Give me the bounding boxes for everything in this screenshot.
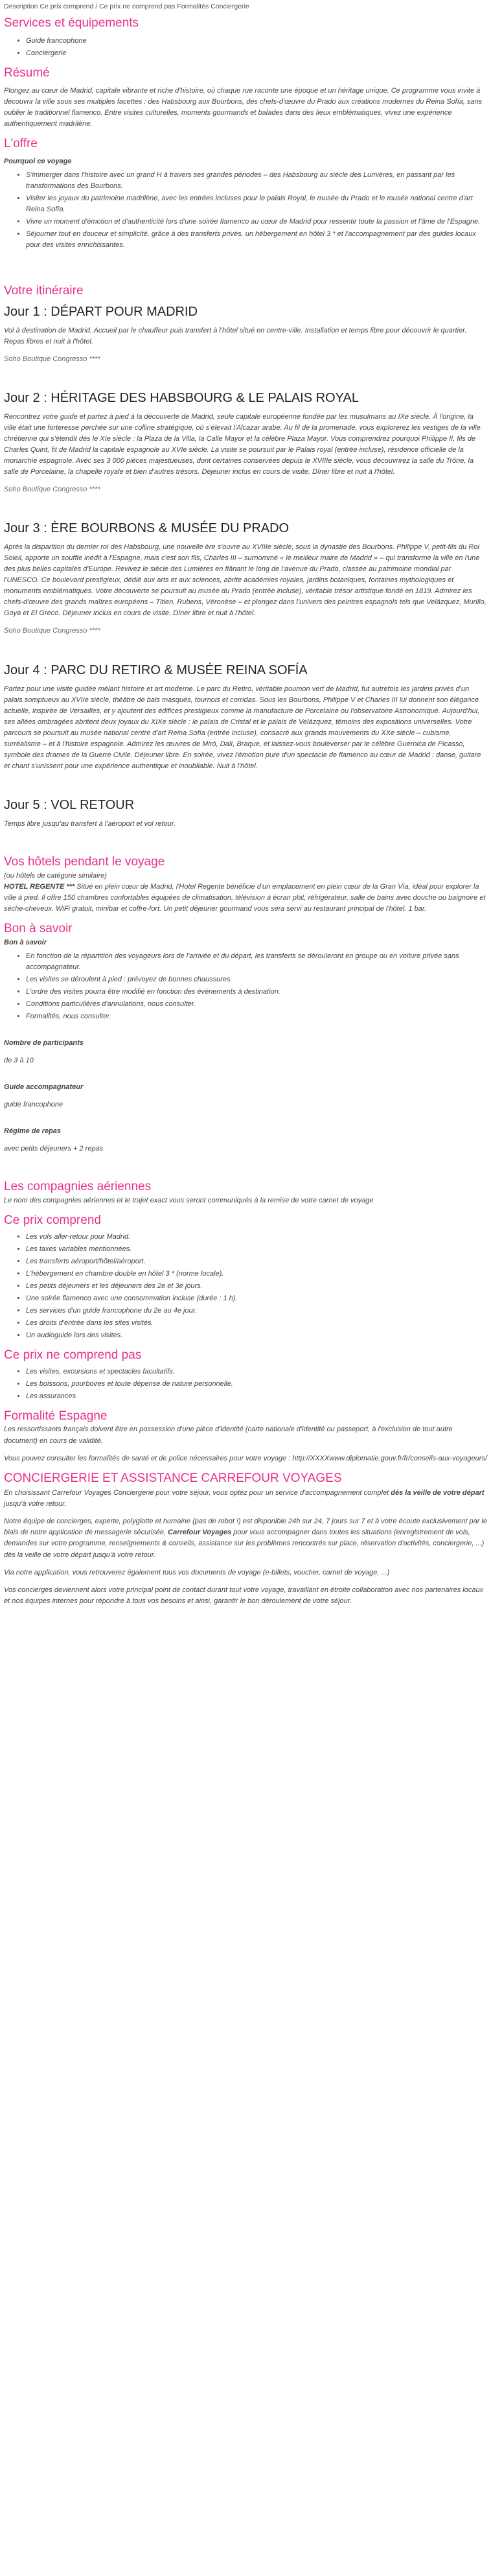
compagnies-title: Les compagnies aériennes (4, 1180, 152, 1194)
compagnies-section (4, 1179, 487, 1206)
list-item: • Un audioguide lors des visites. (26, 1330, 487, 1341)
list-item: • Conciergerie (26, 48, 487, 59)
conciergerie-text-part: Notre équipe de concierges, experte, polyglotte et humaine (pas de robot !) est disponible 24h sur 24, 7 jours sur 7 et à votre écoute exclusivement par le biais de notre application de messagerie sécurisée, (4, 1517, 487, 1537)
day-title: Jour 5 : VOL RETOUR (4, 797, 135, 812)
resume-text: Plongez au cœur de Madrid, capitale vibrante et riche d'histoire, où chaque rue raconte une époque et un héritage unique. Ce programme vous invite à découvrir la ville sous ses multiples facettes : des Habsbourg aux Bourbons, des chefs-d'œuvre du Prado aux créations modernes du Reina Sofía, sans oublier le traditionnel flamenco. Entre visites culturelles, moments gourmands et balades dans des lieux emblématiques, vivez une expérience authentiquement madrilène. (4, 86, 483, 128)
day-hotel: Soho Boutique Congresso **** (4, 355, 100, 363)
conciergerie-text-4: Vos concierges deviennent alors votre principal point de contact durant tout votre voyage, travaillant en étroite collaboration avec nos partenaires locaux et nos équipes internes pour répondre à tous vos besoins et ainsi, garantir le bon déroulement de votre séjour. (4, 1586, 484, 1605)
list-item: • L'ordre des visites pourra être modifié en fonction des événements à destination. (26, 987, 487, 998)
list-item: • Séjourner tout en douceur et simplicité, grâce à des transferts privés, un hébergement en hôtel 3 * et l'accompagnement par des guides locaux pour des visites enrichissantes. (26, 229, 487, 251)
offre-title: L'offre (4, 136, 38, 150)
conciergerie-text-bold: dès la veille de votre départ (391, 1489, 485, 1497)
conciergerie-section (4, 1471, 487, 1607)
list-item: • Les vols aller-retour pour Madrid. (26, 1232, 487, 1243)
conciergerie-text-bold: Carrefour Voyages (168, 1528, 232, 1537)
breadcrumb: Description Ce prix comprend / Ce prix ne comprend pas Formalités Conciergerie (4, 3, 249, 10)
offre-subtitle: Pourquoi ce voyage (4, 157, 72, 165)
list-item: • Une soirée flamenco avec une consommation incluse (durée : 1 h). (26, 1293, 487, 1304)
offre-list (4, 170, 487, 251)
list-item: • Les droits d'entrée dans les sites visités. (26, 1318, 487, 1329)
guide-value: guide francophone (4, 1100, 63, 1108)
formalite-section (4, 1409, 487, 1464)
ne-comprend-section (4, 1348, 487, 1402)
comprend-title: Ce prix comprend (4, 1213, 101, 1227)
compagnies-text: Le nom des compagnies aériennes et le trajet exact vous seront communiqués à la remise de votre carnet de voyage (4, 1196, 374, 1204)
itineraire-section (4, 283, 487, 830)
hotels-section (4, 854, 487, 915)
list-item: • Conditions particulières d'annulations, nous consulter. (26, 999, 487, 1010)
conciergerie-title: CONCIERGERIE ET ASSISTANCE CARREFOUR VOYAGES (4, 1471, 342, 1485)
list-item: • Formalités, nous consulter. (26, 1011, 487, 1022)
participants-label: Nombre de participants (4, 1038, 84, 1047)
list-item: • Les taxes variables mentionnées. (26, 1244, 487, 1255)
conciergerie-text-1 (4, 1488, 487, 1510)
ne-comprend-title: Ce prix ne comprend pas (4, 1348, 142, 1362)
day-2 (4, 390, 487, 495)
list-item: • Les boissons, pourboires et toute dépense de nature personnelle. (26, 1379, 487, 1390)
list-item: • S'immerger dans l'histoire avec un grand H à travers ses grandes périodes – des Habsbourg au siècle des Lumières, en passant par les transformations des Bourbons. (26, 170, 487, 192)
day-3 (4, 520, 487, 637)
services-title: Services et équipements (4, 16, 139, 30)
day-text: Après la disparition du dernier roi des Habsbourg, une nouvelle ère s'ouvre au XVIIIe siècle, sous la dynastie des Bourbons. Philippe V, petit-fils du Roi Soleil, apporte un souffle inédit à l'Espagne, mais c'est son fils, Charles III – surnommé « le meilleur maire de Madrid » – qui transforme la ville en l'une des plus belles capitales d'Europe. Revivez le siècle des Lumières en flânant le long de l'avenue du Prado, classée au patrimoine mondial par l'UNESCO. Ce boulevard prestigieux, dédié aux arts et aux sciences, abrite académies royales, jardins botaniques, fontaines mythologiques et monuments emblématiques. Votre découverte se poursuit au musée du Prado (entrée incluse), véritable trésor artistique fondé en 1819. Admirez les chefs-d'œuvre des grands maîtres européens – Titien, Rubens, Véronèse – et plongez dans l'univers des peintres espagnols tels que Velázquez, Murillo, Goya et El Greco. Déjeuner inclus en cours de visite. Dîner libre et nuit à l'hôtel. (4, 543, 486, 618)
day-hotel: Soho Boutique Congresso **** (4, 486, 100, 494)
day-title: Jour 1 : DÉPART POUR MADRID (4, 304, 198, 319)
itineraire-title: Votre itinéraire (4, 283, 84, 298)
bon-a-savoir-subtitle: Bon à savoir (4, 938, 47, 946)
hotels-note: (ou hôtels de catégorie similaire) (4, 871, 107, 880)
repas-value: avec petits déjeuners + 2 repas (4, 1145, 104, 1153)
bon-a-savoir-title: Bon à savoir (4, 921, 73, 935)
resume-section (4, 65, 487, 130)
list-item: • Les visites se déroulent à pied : prévoyez de bonnes chaussures. (26, 974, 487, 985)
day-title: Jour 3 : ÈRE BOURBONS & MUSÉE DU PRADO (4, 521, 290, 536)
day-hotel: Soho Boutique Congresso **** (4, 627, 100, 635)
services-section (4, 16, 487, 59)
ne-comprend-list (4, 1366, 487, 1402)
hotels-title: Vos hôtels pendant le voyage (4, 854, 165, 869)
day-5 (4, 797, 487, 830)
day-text: Vol à destination de Madrid. Accueil par le chauffeur puis transfert à l'hôtel situé en centre-ville. Installation et temps libre pour découvrir le quartier. Repas libres et nuit à l'hôtel. (4, 326, 467, 345)
list-item: • Vivre un moment d'émotion et d'authenticité lors d'une soirée flamenco au cœur de Madrid pour ressentir toute la passion et l'âme de l'Espagne. (26, 217, 487, 228)
hotel-name: HOTEL REGENTE *** (4, 882, 75, 891)
day-text: Rencontrez votre guide et partez à pied à la découverte de Madrid, seule capitale européenne fondée par les musulmans au IXe siècle. À l'origine, la ville était une forteresse perchée sur une colline stratégique, où s'élevait l'Alcazar arabe. Au fil de la promenade, vous explorerez les vestiges de la ville chrétienne qui s'étendit dès le XIe siècle : la Plaza de la Villa, la Calle Mayor et la célèbre Plaza Mayor. Vous comprendrez pourquoi Philippe II, fils de Charles Quint, fit de Madrid la capitale espagnole au XVIe siècle. La visite se poursuit par le Palais royal (entrée incluse), résidence officielle de la monarchie espagnole. Avec ses 3 000 pièces majestueuses, dont certaines conservées depuis le XVIIIe siècle, vous découvrirez la salle du Trône, la salle de Porcelaine, la chapelle royale et bien d'autres trésors. Déjeuner inclus en cours de visite. Dîner libre et nuit à l'hôtel. (4, 412, 481, 476)
list-item: • Les services d'un guide francophone du 2e au 4e jour. (26, 1306, 487, 1317)
list-item: • Guide francophone (26, 36, 487, 47)
hotel-description (4, 882, 487, 915)
day-4 (4, 662, 487, 772)
conciergerie-text-part: jusqu'à votre retour. (4, 1500, 67, 1508)
list-item: • En fonction de la répartition des voyageurs lors de l'arrivée et du départ, les transferts se dérouleront en groupe ou en voiture privée sans accompagnateur. (26, 951, 487, 973)
day-title: Jour 4 : PARC DU RETIRO & MUSÉE REINA SOFÍA (4, 662, 308, 677)
list-item: • Les visites, excursions et spectacles facultatifs. (26, 1366, 487, 1377)
day-text: Partez pour une visite guidée mêlant histoire et art moderne. Le parc du Retiro, véritable poumon vert de Madrid, fut autrefois les jardins privés d'un palais somptueux au XVIIe siècle, théâtre de bals masqués, tournois et corridas. Sous les Bourbons, Philippe V et Charles III lui donnent son élégance actuelle, inspirée de Versailles, et y ajoutent des édifices prestigieux comme la manufacture de Porcelaine ou l'observatoire Astronomique. Aujourd'hui, ses allées ombragées abritent deux joyaux du XIXe siècle : le palais de Cristal et le palais de Velázquez, témoins des expositions universelles. Votre parcours se poursuit au musée national centre d'art Reina Sofía (entrée incluse), consacré aux grands mouvements du XXe siècle – cubisme, surréalisme – et à l'histoire espagnole. Admirez les œuvres de Miró, Dalí, Braque, et laissez-vous bouleverser par le célèbre Guernica de Picasso, symbole des drames de la Guerre Civile. Déjeuner libre. En soirée, vivez l'émotion pure d'un spectacle de flamenco au cœur de Madrid : danse, guitare et chant s'unissent pour une expérience authentique et inoubliable. Nuit à l'hôtel. (4, 685, 481, 770)
formalite-text-2: Vous pouvez consulter les formalités de santé et de police nécessaires pour votre voyage : http://XXXXwww.diplomatie.gouv.fr/fr/conseils-aux-voyageurs/ (4, 1454, 487, 1462)
comprend-list (4, 1232, 487, 1341)
list-item: • Les transferts aéroport/hôtel/aéroport. (26, 1256, 487, 1267)
formalite-title: Formalité Espagne (4, 1409, 108, 1423)
services-list (4, 36, 487, 59)
day-text: Temps libre jusqu'au transfert à l'aéroport et vol retour. (4, 819, 176, 828)
repas-label: Régime de repas (4, 1127, 62, 1136)
conciergerie-text-part: pour vous accompagner dans toutes les situations (enregistrement de vols, demandes sur votre programme, renseignements & conseils, assistance sur les problèmes rencontrés sur place, réservation d'activités, conciergerie, ...) dès la veille de votre départ jusqu'à votre retour. (4, 1528, 485, 1559)
offre-section (4, 136, 487, 251)
comprend-section (4, 1213, 487, 1341)
day-1 (4, 303, 487, 365)
list-item: • Visiter les joyaux du patrimoine madrilène, avec les entrées incluses pour le palais Royal, le musée du Prado et le musée national centre d'art Reina Sofía. (26, 193, 487, 215)
resume-title: Résumé (4, 66, 50, 80)
list-item: • Les petits déjeuners et les déjeuners des 2e et 3e jours. (26, 1281, 487, 1292)
bon-a-savoir-list (4, 951, 487, 1022)
participants-value: de 3 à 10 (4, 1056, 34, 1064)
guide-label: Guide accompagnateur (4, 1083, 84, 1091)
list-item: • L'hébergement en chambre double en hôtel 3 * (norme locale). (26, 1269, 487, 1280)
conciergerie-text-3: Via notre application, vous retrouverez également tous vos documents de voyage (e-billets, voucher, carnet de voyage, ...) (4, 1568, 390, 1576)
conciergerie-text-part: En choisissant Carrefour Voyages Conciergerie pour votre séjour, vous optez pour un service d'accompagnement complet (4, 1489, 391, 1497)
formalite-text-1: Les ressortissants français doivent être en possession d'une pièce d'identité (carte nationale d'identité ou passeport, à l'exclusion de tout autre document) en cours de validité. (4, 1425, 453, 1445)
day-title: Jour 2 : HÉRITAGE DES HABSBOURG & LE PALAIS ROYAL (4, 390, 359, 405)
list-item: • Les assurances. (26, 1391, 487, 1402)
hotel-text: Situé en plein cœur de Madrid, l'Hotel Regente bénéficie d'un emplacement en plein cœur de la Gran Vía, idéal pour explorer la ville à pied. Il offre 150 chambres confortables équipées de climatisation, télévision à écran plat, réfrigérateur, salle de bains avec douche ou baignoire et sèche-cheveux. WiFi gratuit, minibar et coffre-fort. Un petit déjeuner gourmand vous sera servi au restaurant principal de l'hôtel. 1 bar. (4, 882, 486, 913)
conciergerie-text-2 (4, 1516, 487, 1560)
bon-a-savoir-section (4, 921, 487, 1154)
